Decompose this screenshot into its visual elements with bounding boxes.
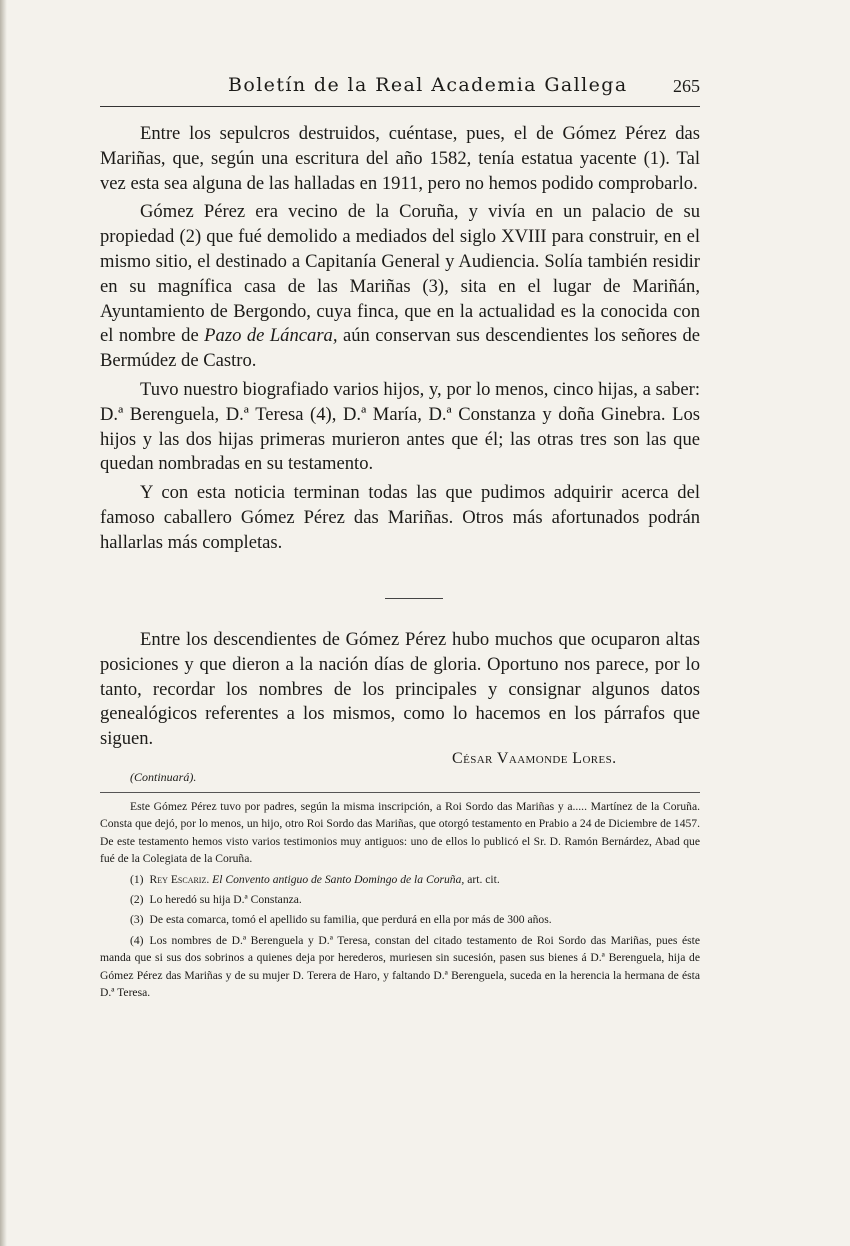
footnote-3-label: (3) <box>130 913 144 927</box>
paragraph-4: Y con esta noticia terminan todas las que pudimos adquirir acerca del famoso caballero Gómez Pérez das Mariñas. Otros más afortunados podrán hallarlas más completas. <box>100 482 700 553</box>
footnotes <box>100 798 700 1001</box>
author-signature: César Vaamonde Lores. <box>452 750 617 767</box>
footnote-intro: Este Gómez Pérez tuvo por padres, según la misma inscripción, a Roi Sordo das Mariñas y a..... Martínez de la Coruña. Consta que dejó, por lo menos, un hijo, otro Roi Sordo das Mariñas, que otorgó testamento en Prabio a 24 de Diciembre de 1457. De este testamento hemos visto varios testimonios muy antiguos: uno de ellos lo publicó el Sr. D. Ramón Bernárdez, Abad que fué de la Colegiata de la Coruña. <box>100 800 700 866</box>
paragraph-3: Tuvo nuestro biografiado varios hijos, y, por lo menos, cinco hijas, a saber: D.ª Berenguela, D.ª Teresa (4), D.ª María, D.ª Constanza y doña Ginebra. Los hijos y las dos hijas primeras murieron antes que él; las otras tres son las que quedan nombradas en su testamento. <box>100 378 700 475</box>
paragraph-2-part-b: aún conservan sus descendientes los señores de Bermúdez de Castro. <box>100 325 701 372</box>
section-separator <box>385 598 443 599</box>
main-text-continued <box>100 628 700 752</box>
running-title: Boletín de la Real Academia Gallega <box>228 74 628 96</box>
continuara-note: (Continuará). <box>130 770 197 784</box>
footnote-4-text: Los nombres de D.ª Berenguela y D.ª Teresa, constan del citado testamento de Roi Sordo das Mariñas, pues éste manda que si sus dos sobrinos a quienes deja por herederos, muriesen sin sucesión, pasen sus bienes á D.ª Berenguela, hija de Gómez Pérez das Mariñas y de su mujer D. Terera de Haro, y faltando D.ª Berenguela, suceda en la herencia la hermana de ésta D.ª Teresa. <box>100 933 700 1000</box>
pazo-de-lancara-title: Pazo de Láncara, <box>204 325 338 347</box>
footnote-1-author: Rey Escariz. <box>149 872 213 886</box>
page-edge-shadow <box>0 0 7 1246</box>
footnote-1-ref: art. cit. <box>464 872 500 886</box>
footnote-divider <box>100 792 700 793</box>
footnote-1-title: El Convento antiguo de Santo Domingo de la Coruña, <box>212 872 465 886</box>
footnote-2-label: (2) <box>130 893 144 907</box>
paragraph-2-part-a: Gómez Pérez era vecino de la Coruña, y vivía en un palacio de su propiedad (2) que fué demolido a mediados del siglo XVIII para construir, en el mismo sitio, el destinado a Capitanía General y Audiencia. Solía también residir en su magnífica casa de las Mariñas (3), sita en el lugar de Mariñán, Ayuntamiento de Bergondo, cuya finca, que en la actualidad es la conocida con el nombre de <box>100 201 700 347</box>
footnote-2-text: Lo heredó su hija D.ª Constanza. <box>149 893 302 907</box>
footnote-1 <box>100 871 700 888</box>
footnote-3-text: De esta comarca, tomó el apellido su familia, que perdurá en ella por más de 300 años. <box>149 913 552 927</box>
footnote-4-label: (4) <box>130 933 144 947</box>
footnote-1-label: (1) <box>130 872 144 886</box>
paragraph-5: Entre los descendientes de Gómez Pérez hubo muchos que ocuparon altas posiciones y que dieron a la nación días de gloria. Oportuno nos parece, por lo tanto, recordar los nombres de los principales y consignar algunos datos genealógicos referentes a los mismos, como lo hacemos en los párrafos que siguen. <box>100 629 700 750</box>
page-number: 265 <box>673 76 700 96</box>
paragraph-1: Entre los sepulcros destruidos, cuéntase, pues, el de Gómez Pérez das Mariñas, que, según una escritura del año 1582, tenía estatua yacente (1). Tal vez esta sea alguna de las halladas en 1911, pero no hemos podido comprobarlo. <box>100 123 700 194</box>
page-header <box>100 72 700 107</box>
paragraph-2 <box>100 200 700 374</box>
footnote-3 <box>100 911 700 928</box>
footnote-2 <box>100 891 700 908</box>
main-text <box>100 122 700 556</box>
footnote-4 <box>100 932 700 1002</box>
